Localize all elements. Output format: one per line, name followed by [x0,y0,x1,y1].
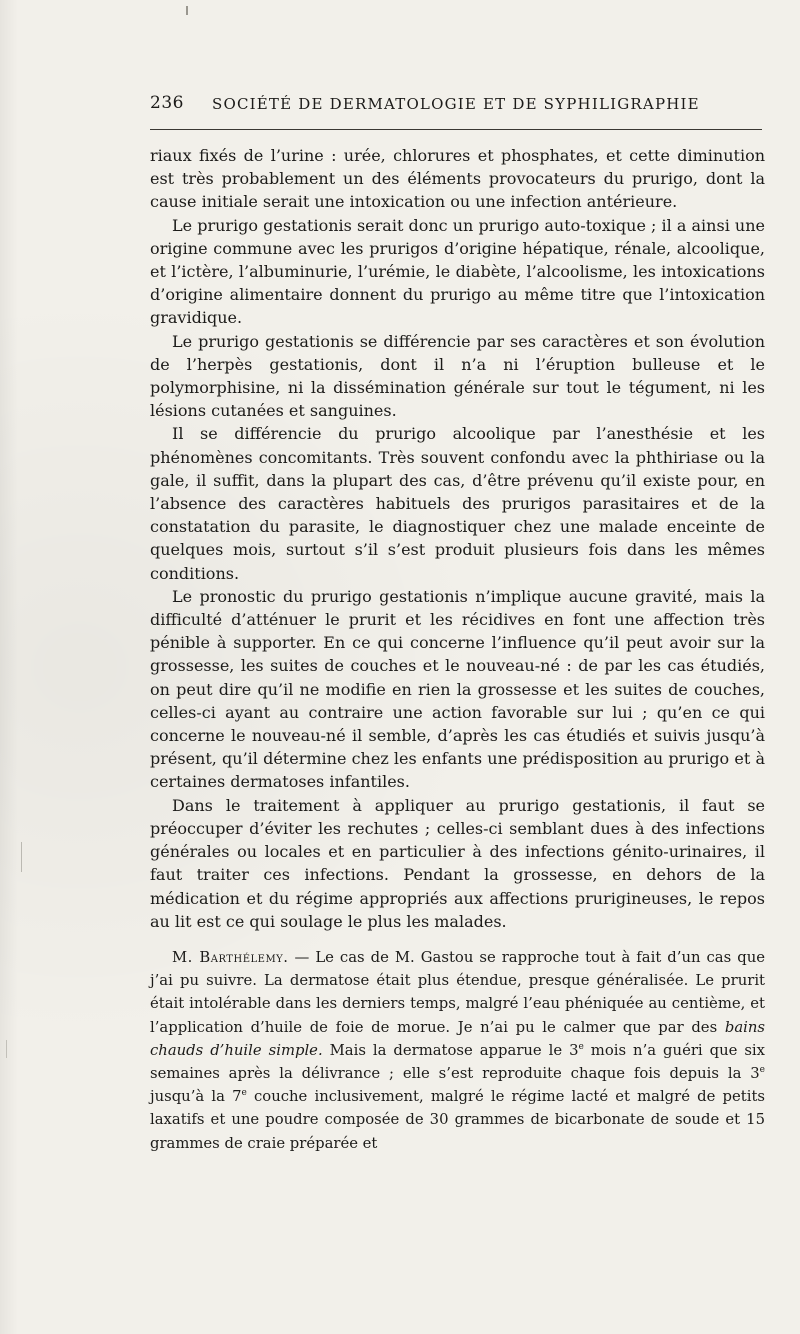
discussion-text: couche inclusivement, malgré le régime lacté et malgré de petits laxatifs et une poudre composée de 30 grammes de bicarbonate de soude et 15 grammes de craie préparée et [150,1088,765,1152]
discussion-text: mois n’a guéri que six semaines après la délivrance ; elle s’est reproduite chaque fois depuis la 3 [150,1041,765,1082]
running-header [150,93,765,115]
discussion-text: jusqu’à la 7 [150,1088,242,1106]
paragraph: Le prurigo gestationis se différencie par ses caractères et son évolution de l’herpès gestationis, dont il n’a ni l’éruption bulleuse et le polymorphisine, ni la dissémination générale sur tout le tégument, ni les lésions cutanées et sanguines. [150,331,765,421]
discussion-paragraph [150,946,765,1155]
discussion-text: Le cas de M. Gastou se rapproche tout à fait d’un cas que j’ai pu suivre. La dermatose était plus étendue, presque généralisée. Le prurit était intolérable dans les derniers temps, malgré l’eau phéniquée au centième, et l’application d’huile de foie de morue. Je n’ai pu le calmer que par des [150,948,765,1036]
ordinal-superscript: e [578,1041,584,1052]
ordinal-superscript: e [241,1088,247,1099]
page-body [150,144,765,1155]
discussion-italic: bains chauds d’huile simple. [150,1018,765,1059]
speaker-dash: — [288,948,316,966]
paragraph-continued: riaux fixés de l’urine : urée, chlorures et phosphates, et cette diminution est très probablement un des éléments provocateurs du prurigo, dont la cause initiale serait une intoxication ou une infection antérieure. [150,146,765,212]
header-rule [150,129,762,130]
scan-speck [186,6,188,15]
page-number: 236 [150,93,184,113]
discussion-text: Mais la dermatose apparue le 3 [322,1041,579,1059]
ordinal-superscript: e [759,1065,765,1075]
paragraph: Le pronostic du prurigo gestationis n’implique aucune gravité, mais la difficulté d’atténuer le prurit et les récidives en font une affection très pénible à supporter. En ce qui concerne l’influence qu’il peut avoir sur la grossesse, les suites de couches et le nouveau-né : de par les cas étudiés, on peut dire qu’il ne modifie en rien la grossesse et les suites de couches, celles-ci ayant au contraire une action favorable sur lui ; qu’en ce qui concerne le nouveau-né il semble, d’après les cas étudiés et suivis jusqu’à présent, qu’il détermine chez les enfants une prédisposition au prurigo et à certaines dermatoses infantiles. [150,586,765,792]
paragraph: Dans le traitement à appliquer au prurigo gestationis, il faut se préoccuper d’éviter les rechutes ; celles-ci semblant dues à des infections générales ou locales et en particulier à des infections génito-urinaires, il faut traiter ces infections. Pendant la grossesse, en dehors de la médication et du régime appropriés aux affections prurigineuses, le repos au lit est ce qui soulage le plus les malades. [150,795,765,931]
paragraph: Le prurigo gestationis serait donc un prurigo auto-toxique ; il a ainsi une origine commune avec les prurigos d’origine hépatique, rénale, alcoolique, et l’ictère, l’albuminurie, l’urémie, le diabète, l’alcoolisme, les intoxications d’origine alimentaire donnent du prurigo au même titre que l’intoxication gravidique. [150,215,765,328]
running-title: SOCIÉTÉ DE DERMATOLOGIE ET DE SYPHILIGRAPHIE [212,95,700,113]
scan-speck [21,842,22,872]
scan-speck [6,1040,7,1058]
paragraph: Il se différencie du prurigo alcoolique par l’anesthésie et les phénomènes concomitants. Très souvent confondu avec la phthiriase ou la gale, il suffit, dans la plupart des cas, d’être prévenu qu’il existe pour, en l’absence des caractères habituels des prurigos parasitaires et de la constatation du parasite, le diagnostiquer chez une malade enceinte de quelques mois, surtout s’il s’est produit plusieurs fois dans les mêmes conditions. [150,424,765,583]
speaker-name: M. Barthélemy. [172,948,289,966]
